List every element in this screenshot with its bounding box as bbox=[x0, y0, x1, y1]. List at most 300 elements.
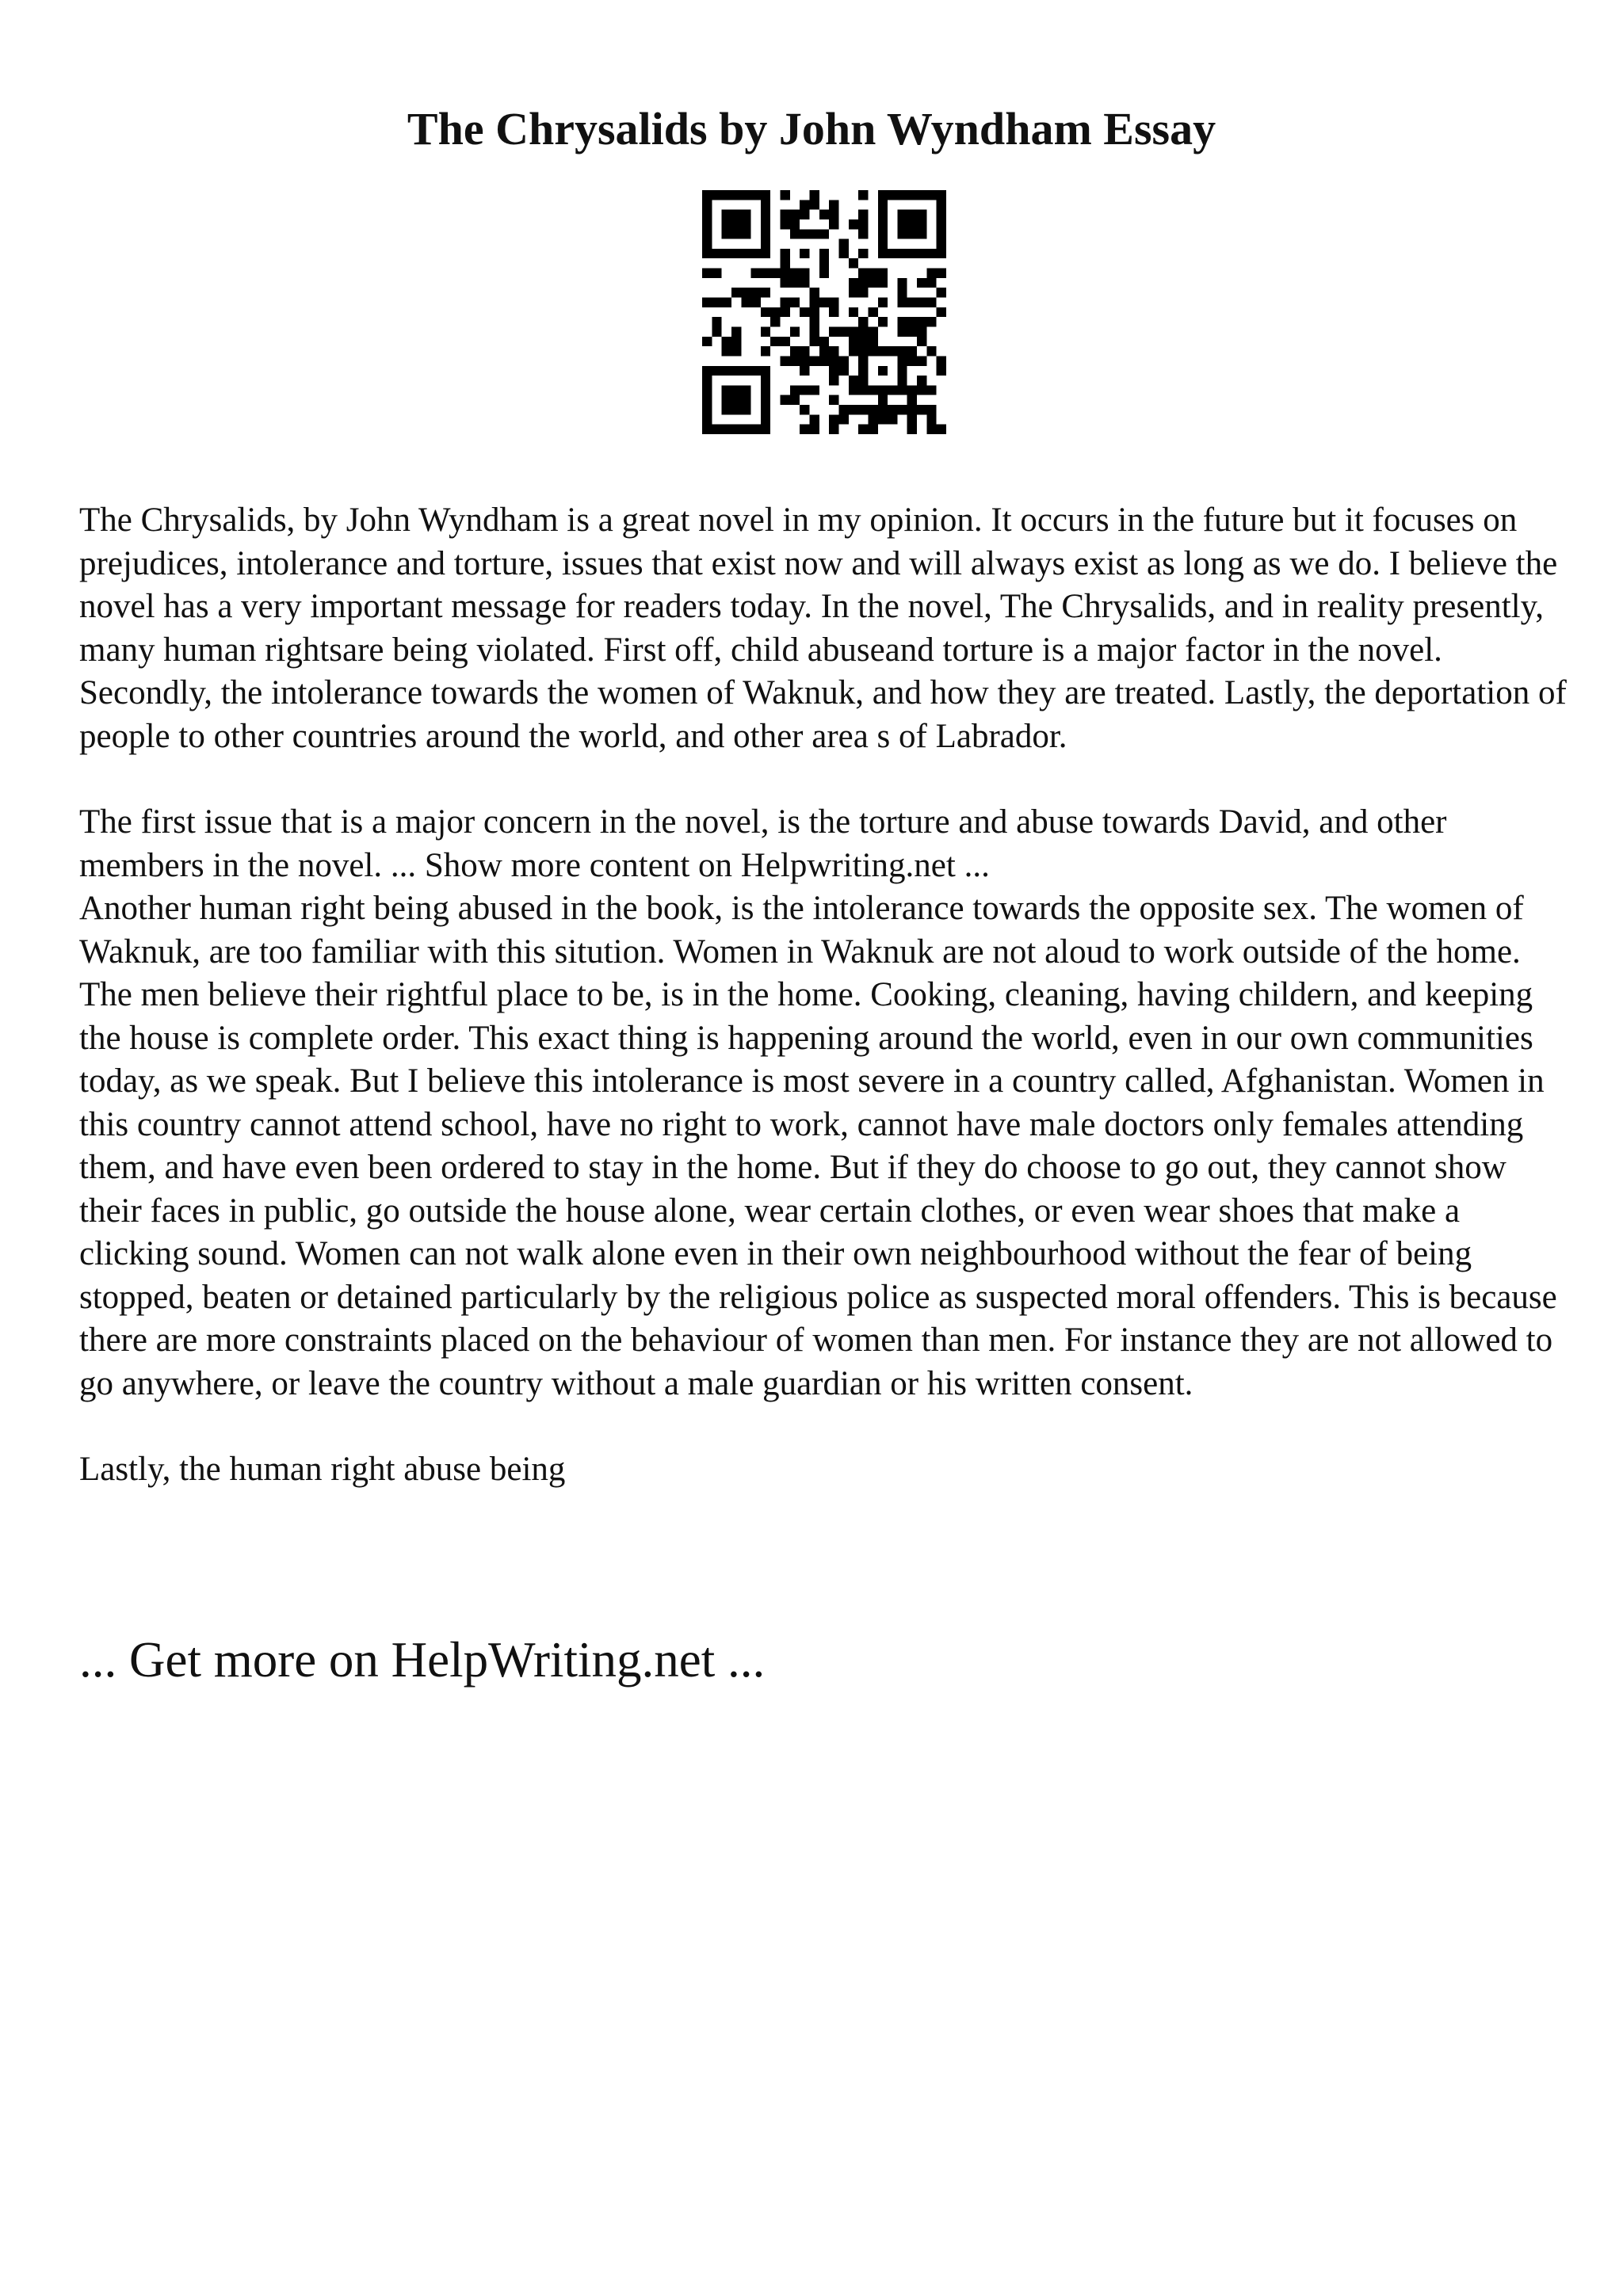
qr-module bbox=[800, 278, 809, 288]
qr-module bbox=[810, 229, 819, 238]
qr-module bbox=[937, 229, 946, 238]
qr-module bbox=[937, 219, 946, 229]
qr-module bbox=[926, 269, 936, 278]
qr-module bbox=[858, 219, 868, 229]
qr-module bbox=[868, 346, 877, 356]
qr-module bbox=[907, 249, 917, 258]
qr-module bbox=[858, 269, 868, 278]
essay-body bbox=[79, 499, 1569, 1492]
qr-module bbox=[800, 405, 809, 414]
qr-module bbox=[712, 326, 721, 336]
qr-module bbox=[712, 298, 721, 307]
qr-module bbox=[937, 307, 946, 317]
qr-module bbox=[878, 269, 888, 278]
qr-module bbox=[800, 366, 809, 376]
qr-module bbox=[926, 425, 936, 434]
qr-module bbox=[849, 326, 858, 336]
qr-module bbox=[917, 337, 926, 346]
qr-module bbox=[702, 366, 712, 376]
qr-module bbox=[858, 317, 868, 326]
qr-module bbox=[897, 219, 907, 229]
qr-module bbox=[810, 385, 819, 395]
qr-module bbox=[770, 269, 780, 278]
qr-module bbox=[790, 326, 800, 336]
qr-module bbox=[702, 200, 712, 209]
qr-module bbox=[790, 346, 800, 356]
qr-module bbox=[858, 288, 868, 297]
qr-module bbox=[937, 190, 946, 200]
qr-module bbox=[917, 190, 926, 200]
qr-module bbox=[761, 346, 770, 356]
qr-module bbox=[926, 346, 936, 356]
qr-module bbox=[878, 346, 888, 356]
qr-module bbox=[917, 298, 926, 307]
qr-module bbox=[731, 210, 741, 219]
qr-module bbox=[858, 346, 868, 356]
qr-module bbox=[829, 219, 838, 229]
qr-module bbox=[888, 346, 897, 356]
qr-module bbox=[858, 405, 868, 414]
qr-module bbox=[819, 337, 829, 346]
qr-module bbox=[761, 395, 770, 405]
qr-module bbox=[878, 190, 888, 200]
qr-module bbox=[781, 190, 790, 200]
qr-module bbox=[712, 269, 721, 278]
qr-module bbox=[810, 190, 819, 200]
qr-module bbox=[917, 376, 926, 385]
qr-module bbox=[858, 326, 868, 336]
qr-module bbox=[878, 278, 888, 288]
qr-module bbox=[741, 210, 750, 219]
qr-module bbox=[849, 376, 858, 385]
qr-module bbox=[781, 337, 790, 346]
qr-module bbox=[819, 346, 829, 356]
qr-module bbox=[897, 366, 907, 376]
qr-module bbox=[731, 425, 741, 434]
qr-module bbox=[781, 395, 790, 405]
qr-module bbox=[878, 385, 888, 395]
qr-module bbox=[897, 346, 907, 356]
qr-module bbox=[897, 356, 907, 365]
qr-module bbox=[741, 219, 750, 229]
qr-module bbox=[878, 298, 888, 307]
qr-module bbox=[731, 219, 741, 229]
qr-module bbox=[790, 278, 800, 288]
qr-module bbox=[761, 200, 770, 209]
qr-module bbox=[731, 229, 741, 238]
qr-module bbox=[829, 414, 838, 424]
qr-module bbox=[878, 249, 888, 258]
qr-module bbox=[838, 249, 848, 258]
qr-module bbox=[770, 317, 780, 326]
qr-module bbox=[829, 356, 838, 365]
qr-module bbox=[781, 210, 790, 219]
qr-module bbox=[907, 326, 917, 336]
qr-module bbox=[917, 326, 926, 336]
paragraph-first-issue: The first issue that is a major concern in the novel, is the torture and abuse towards David, and other members in the novel. ... Show more content on Helpwriting.net ... bbox=[79, 803, 1447, 884]
qr-module bbox=[829, 395, 838, 405]
qr-module bbox=[829, 376, 838, 385]
qr-module bbox=[849, 288, 858, 297]
qr-module bbox=[741, 298, 750, 307]
qr-module bbox=[849, 258, 858, 268]
qr-module bbox=[937, 288, 946, 297]
qr-module bbox=[907, 229, 917, 238]
qr-module bbox=[868, 405, 877, 414]
qr-module bbox=[878, 219, 888, 229]
qr-module bbox=[897, 229, 907, 238]
qr-module bbox=[888, 385, 897, 395]
qr-module bbox=[858, 190, 868, 200]
qr-module bbox=[702, 395, 712, 405]
qr-module bbox=[751, 298, 761, 307]
qr-module bbox=[761, 405, 770, 414]
qr-module bbox=[800, 249, 809, 258]
qr-module bbox=[878, 317, 888, 326]
qr-module bbox=[819, 298, 829, 307]
qr-module bbox=[731, 326, 741, 336]
qr-module bbox=[722, 337, 731, 346]
qr-module bbox=[761, 210, 770, 219]
qr-module bbox=[819, 258, 829, 268]
qr-module bbox=[819, 269, 829, 278]
qr-module bbox=[810, 200, 819, 209]
get-more-link[interactable]: ... Get more on HelpWriting.net ... bbox=[79, 1632, 766, 1688]
paragraph-second-issue: Another human right being abused in the book, is the intolerance towards the opposite sex. The women of Waknuk, are too familiar with this sitution. Women in Waknuk are not aloud to work outside of the home. The men believe their rightful place to be, is in the home. Cooking, cleaning, having childern, and keeping the house is complete order. This exact thing is happening around the world, even in our own communities today, as we speak. But I believe this intolerance is most severe in a country called, Afghanistan. Women in this country cannot attend school, have no right to work, cannot have male doctors only females attending them, and have even been ordered to stay in the home. But if they do choose to go out, they cannot show their faces in public, go outside the house alone, wear certain clothes, or even wear shoes that make a clicking sound. Women can not walk alone even in their own neighbourhood without the fear of being stopped, beaten or detained particularly by the religious police as suspected moral offenders. This is because there are more constraints placed on the behaviour of women than men. For instance they are not allowed to go anywhere, or leave the country without a male guardian or his written consent. bbox=[79, 890, 1557, 1402]
qr-module bbox=[868, 307, 877, 317]
qr-module bbox=[819, 210, 829, 219]
qr-module bbox=[829, 346, 838, 356]
qr-module bbox=[722, 190, 731, 200]
qr-module bbox=[722, 210, 731, 219]
qr-module bbox=[878, 210, 888, 219]
qr-module bbox=[897, 249, 907, 258]
qr-module bbox=[926, 317, 936, 326]
qr-module bbox=[907, 190, 917, 200]
qr-module bbox=[741, 395, 750, 405]
paragraph-gap bbox=[79, 758, 1569, 801]
qr-module bbox=[790, 210, 800, 219]
qr-module bbox=[751, 425, 761, 434]
qr-module bbox=[790, 356, 800, 365]
qr-module bbox=[907, 317, 917, 326]
qr-module bbox=[800, 346, 809, 356]
qr-module bbox=[741, 405, 750, 414]
qr-module bbox=[819, 249, 829, 258]
paragraph-lastly: Lastly, the human right abuse being bbox=[79, 1451, 566, 1488]
qr-module bbox=[878, 414, 888, 424]
qr-module bbox=[761, 366, 770, 376]
qr-module bbox=[917, 385, 926, 395]
qr-module bbox=[937, 239, 946, 249]
qr-module bbox=[888, 249, 897, 258]
qr-module bbox=[897, 210, 907, 219]
qr-module bbox=[829, 425, 838, 434]
qr-module bbox=[926, 405, 936, 414]
qr-module bbox=[810, 414, 819, 424]
qr-module bbox=[741, 249, 750, 258]
qr-module bbox=[917, 249, 926, 258]
qr-module bbox=[781, 269, 790, 278]
qr-module bbox=[838, 356, 848, 365]
qr-module bbox=[770, 337, 780, 346]
qr-module bbox=[907, 414, 917, 424]
qr-module bbox=[810, 337, 819, 346]
qr-module bbox=[897, 376, 907, 385]
qr-module bbox=[731, 385, 741, 395]
qr-module bbox=[897, 326, 907, 336]
qr-module bbox=[849, 385, 858, 395]
qr-module bbox=[731, 395, 741, 405]
qr-module bbox=[907, 385, 917, 395]
qr-module bbox=[878, 200, 888, 209]
qr-module bbox=[849, 219, 858, 229]
qr-module bbox=[751, 249, 761, 258]
qr-module bbox=[800, 210, 809, 219]
qr-module bbox=[702, 210, 712, 219]
qr-module bbox=[712, 317, 721, 326]
qr-module bbox=[781, 298, 790, 307]
qr-module bbox=[838, 414, 848, 424]
qr-module bbox=[897, 288, 907, 297]
qr-module bbox=[741, 366, 750, 376]
qr-module bbox=[751, 366, 761, 376]
qr-module bbox=[897, 405, 907, 414]
qr-module bbox=[838, 405, 848, 414]
qr-module bbox=[790, 229, 800, 238]
qr-module bbox=[781, 258, 790, 268]
paragraph-intro: The Chrysalids, by John Wyndham is a great novel in my opinion. It occurs in the future but it focuses on prejudices, intolerance and torture, issues that exist now and will always exist as long as we do. I believe the novel has a very important message for readers today. In the novel, The Chrysalids, and in reality presently, many human rightsare being violated. First off, child abuseand torture is a major factor in the novel. Secondly, the intolerance towards the women of Waknuk, and how they are treated. Lastly, the deportation of people to other countries around the world, and other area s of Labrador. bbox=[79, 502, 1567, 755]
qr-module bbox=[858, 249, 868, 258]
qr-module bbox=[702, 405, 712, 414]
qr-module bbox=[878, 239, 888, 249]
qr-module bbox=[781, 307, 790, 317]
qr-module bbox=[907, 219, 917, 229]
qr-module bbox=[790, 219, 800, 229]
qr-module bbox=[810, 317, 819, 326]
qr-module bbox=[858, 229, 868, 238]
qr-module bbox=[712, 366, 721, 376]
qr-module bbox=[937, 356, 946, 365]
qr-module bbox=[741, 190, 750, 200]
qr-module bbox=[731, 190, 741, 200]
qr-module bbox=[800, 356, 809, 365]
qr-module bbox=[790, 385, 800, 395]
qr-module bbox=[810, 356, 819, 365]
qr-module bbox=[702, 269, 712, 278]
qr-module bbox=[741, 385, 750, 395]
qr-module bbox=[761, 425, 770, 434]
qr-module bbox=[917, 229, 926, 238]
qr-module bbox=[702, 239, 712, 249]
qr-module bbox=[858, 210, 868, 219]
qr-module bbox=[868, 425, 877, 434]
qr-module bbox=[937, 425, 946, 434]
qr-module bbox=[810, 425, 819, 434]
qr-module bbox=[858, 376, 868, 385]
qr-module bbox=[858, 366, 868, 376]
page-title: The Chrysalids by John Wyndham Essay bbox=[407, 103, 1216, 154]
qr-module bbox=[751, 288, 761, 297]
qr-module bbox=[917, 405, 926, 414]
qr-module bbox=[722, 249, 731, 258]
qr-module bbox=[702, 229, 712, 238]
qr-module bbox=[858, 425, 868, 434]
qr-module bbox=[702, 219, 712, 229]
qr-module bbox=[849, 278, 858, 288]
qr-module bbox=[917, 278, 926, 288]
qr-module bbox=[712, 190, 721, 200]
qr-module bbox=[800, 229, 809, 238]
qr-module bbox=[868, 337, 877, 346]
qr-module bbox=[722, 405, 731, 414]
qr-module bbox=[868, 269, 877, 278]
qr-module bbox=[868, 326, 877, 336]
qr-module bbox=[858, 385, 868, 395]
qr-module bbox=[761, 307, 770, 317]
qr-module bbox=[722, 229, 731, 238]
qr-module bbox=[926, 414, 936, 424]
qr-module bbox=[907, 346, 917, 356]
qr-module bbox=[868, 414, 877, 424]
qr-module bbox=[751, 269, 761, 278]
qr-module bbox=[800, 385, 809, 395]
qr-module bbox=[781, 219, 790, 229]
qr-module bbox=[829, 210, 838, 219]
qr-module bbox=[702, 337, 712, 346]
qr-module bbox=[926, 249, 936, 258]
qr-module bbox=[926, 278, 936, 288]
qr-module bbox=[722, 385, 731, 395]
qr-module bbox=[712, 249, 721, 258]
qr-module bbox=[731, 288, 741, 297]
qr-module bbox=[937, 200, 946, 209]
qr-module bbox=[897, 278, 907, 288]
qr-module bbox=[702, 385, 712, 395]
qr-module bbox=[800, 425, 809, 434]
qr-module bbox=[761, 414, 770, 424]
qr-module bbox=[702, 190, 712, 200]
qr-module bbox=[722, 425, 731, 434]
qr-module bbox=[761, 239, 770, 249]
qr-module bbox=[858, 356, 868, 365]
qr-module bbox=[790, 269, 800, 278]
qr-module bbox=[897, 298, 907, 307]
qr-module bbox=[722, 298, 731, 307]
qr-module bbox=[731, 405, 741, 414]
qr-module bbox=[800, 200, 809, 209]
qr-module bbox=[781, 356, 790, 365]
qr-module bbox=[838, 239, 848, 249]
qr-module bbox=[917, 356, 926, 365]
qr-module bbox=[731, 366, 741, 376]
qr-module bbox=[790, 395, 800, 405]
qr-module bbox=[702, 425, 712, 434]
qr-module bbox=[722, 366, 731, 376]
qr-module bbox=[702, 249, 712, 258]
qr-module bbox=[888, 190, 897, 200]
qr-module bbox=[838, 366, 848, 376]
qr-module bbox=[937, 366, 946, 376]
qr-module bbox=[878, 405, 888, 414]
qr-module bbox=[917, 219, 926, 229]
qr-module bbox=[868, 278, 877, 288]
qr-module bbox=[878, 229, 888, 238]
qr-module bbox=[838, 326, 848, 336]
qr-module bbox=[781, 249, 790, 258]
qr-module bbox=[849, 307, 858, 317]
qr-module bbox=[761, 326, 770, 336]
qr-module bbox=[926, 298, 936, 307]
qr-module bbox=[761, 288, 770, 297]
qr-module bbox=[722, 395, 731, 405]
qr-module bbox=[741, 229, 750, 238]
qr-module bbox=[897, 317, 907, 326]
qr-module bbox=[810, 326, 819, 336]
qr-module bbox=[926, 385, 936, 395]
qr-module bbox=[702, 414, 712, 424]
qr-code-icon bbox=[702, 190, 946, 434]
qr-module bbox=[907, 356, 917, 365]
qr-module bbox=[829, 307, 838, 317]
qr-module bbox=[907, 425, 917, 434]
qr-module bbox=[858, 278, 868, 288]
qr-module bbox=[800, 307, 809, 317]
qr-module bbox=[761, 376, 770, 385]
qr-module bbox=[926, 190, 936, 200]
qr-module bbox=[790, 298, 800, 307]
qr-module bbox=[810, 288, 819, 297]
qr-module bbox=[819, 356, 829, 365]
qr-module bbox=[849, 346, 858, 356]
qr-module bbox=[917, 317, 926, 326]
qr-module bbox=[731, 346, 741, 356]
qr-module bbox=[868, 385, 877, 395]
qr-module bbox=[731, 249, 741, 258]
qr-module bbox=[702, 298, 712, 307]
qr-module bbox=[858, 337, 868, 346]
qr-module bbox=[878, 366, 888, 376]
qr-module bbox=[917, 210, 926, 219]
qr-module bbox=[849, 337, 858, 346]
qr-module bbox=[761, 269, 770, 278]
qr-module bbox=[761, 190, 770, 200]
qr-module bbox=[741, 288, 750, 297]
qr-module bbox=[897, 190, 907, 200]
qr-module bbox=[829, 200, 838, 209]
qr-module bbox=[888, 414, 897, 424]
qr-module bbox=[800, 269, 809, 278]
qr-module bbox=[878, 395, 888, 405]
qr-module bbox=[761, 249, 770, 258]
qr-module bbox=[810, 298, 819, 307]
qr-module bbox=[907, 405, 917, 414]
qr-module bbox=[761, 385, 770, 395]
qr-module bbox=[722, 219, 731, 229]
qr-module bbox=[810, 307, 819, 317]
qr-module bbox=[897, 385, 907, 395]
qr-module bbox=[722, 346, 731, 356]
qr-module bbox=[741, 425, 750, 434]
qr-module bbox=[888, 405, 897, 414]
qr-module bbox=[712, 425, 721, 434]
qr-module bbox=[702, 376, 712, 385]
qr-module bbox=[829, 366, 838, 376]
qr-module bbox=[907, 395, 917, 405]
qr-module bbox=[751, 190, 761, 200]
qr-module bbox=[761, 229, 770, 238]
qr-module bbox=[937, 249, 946, 258]
